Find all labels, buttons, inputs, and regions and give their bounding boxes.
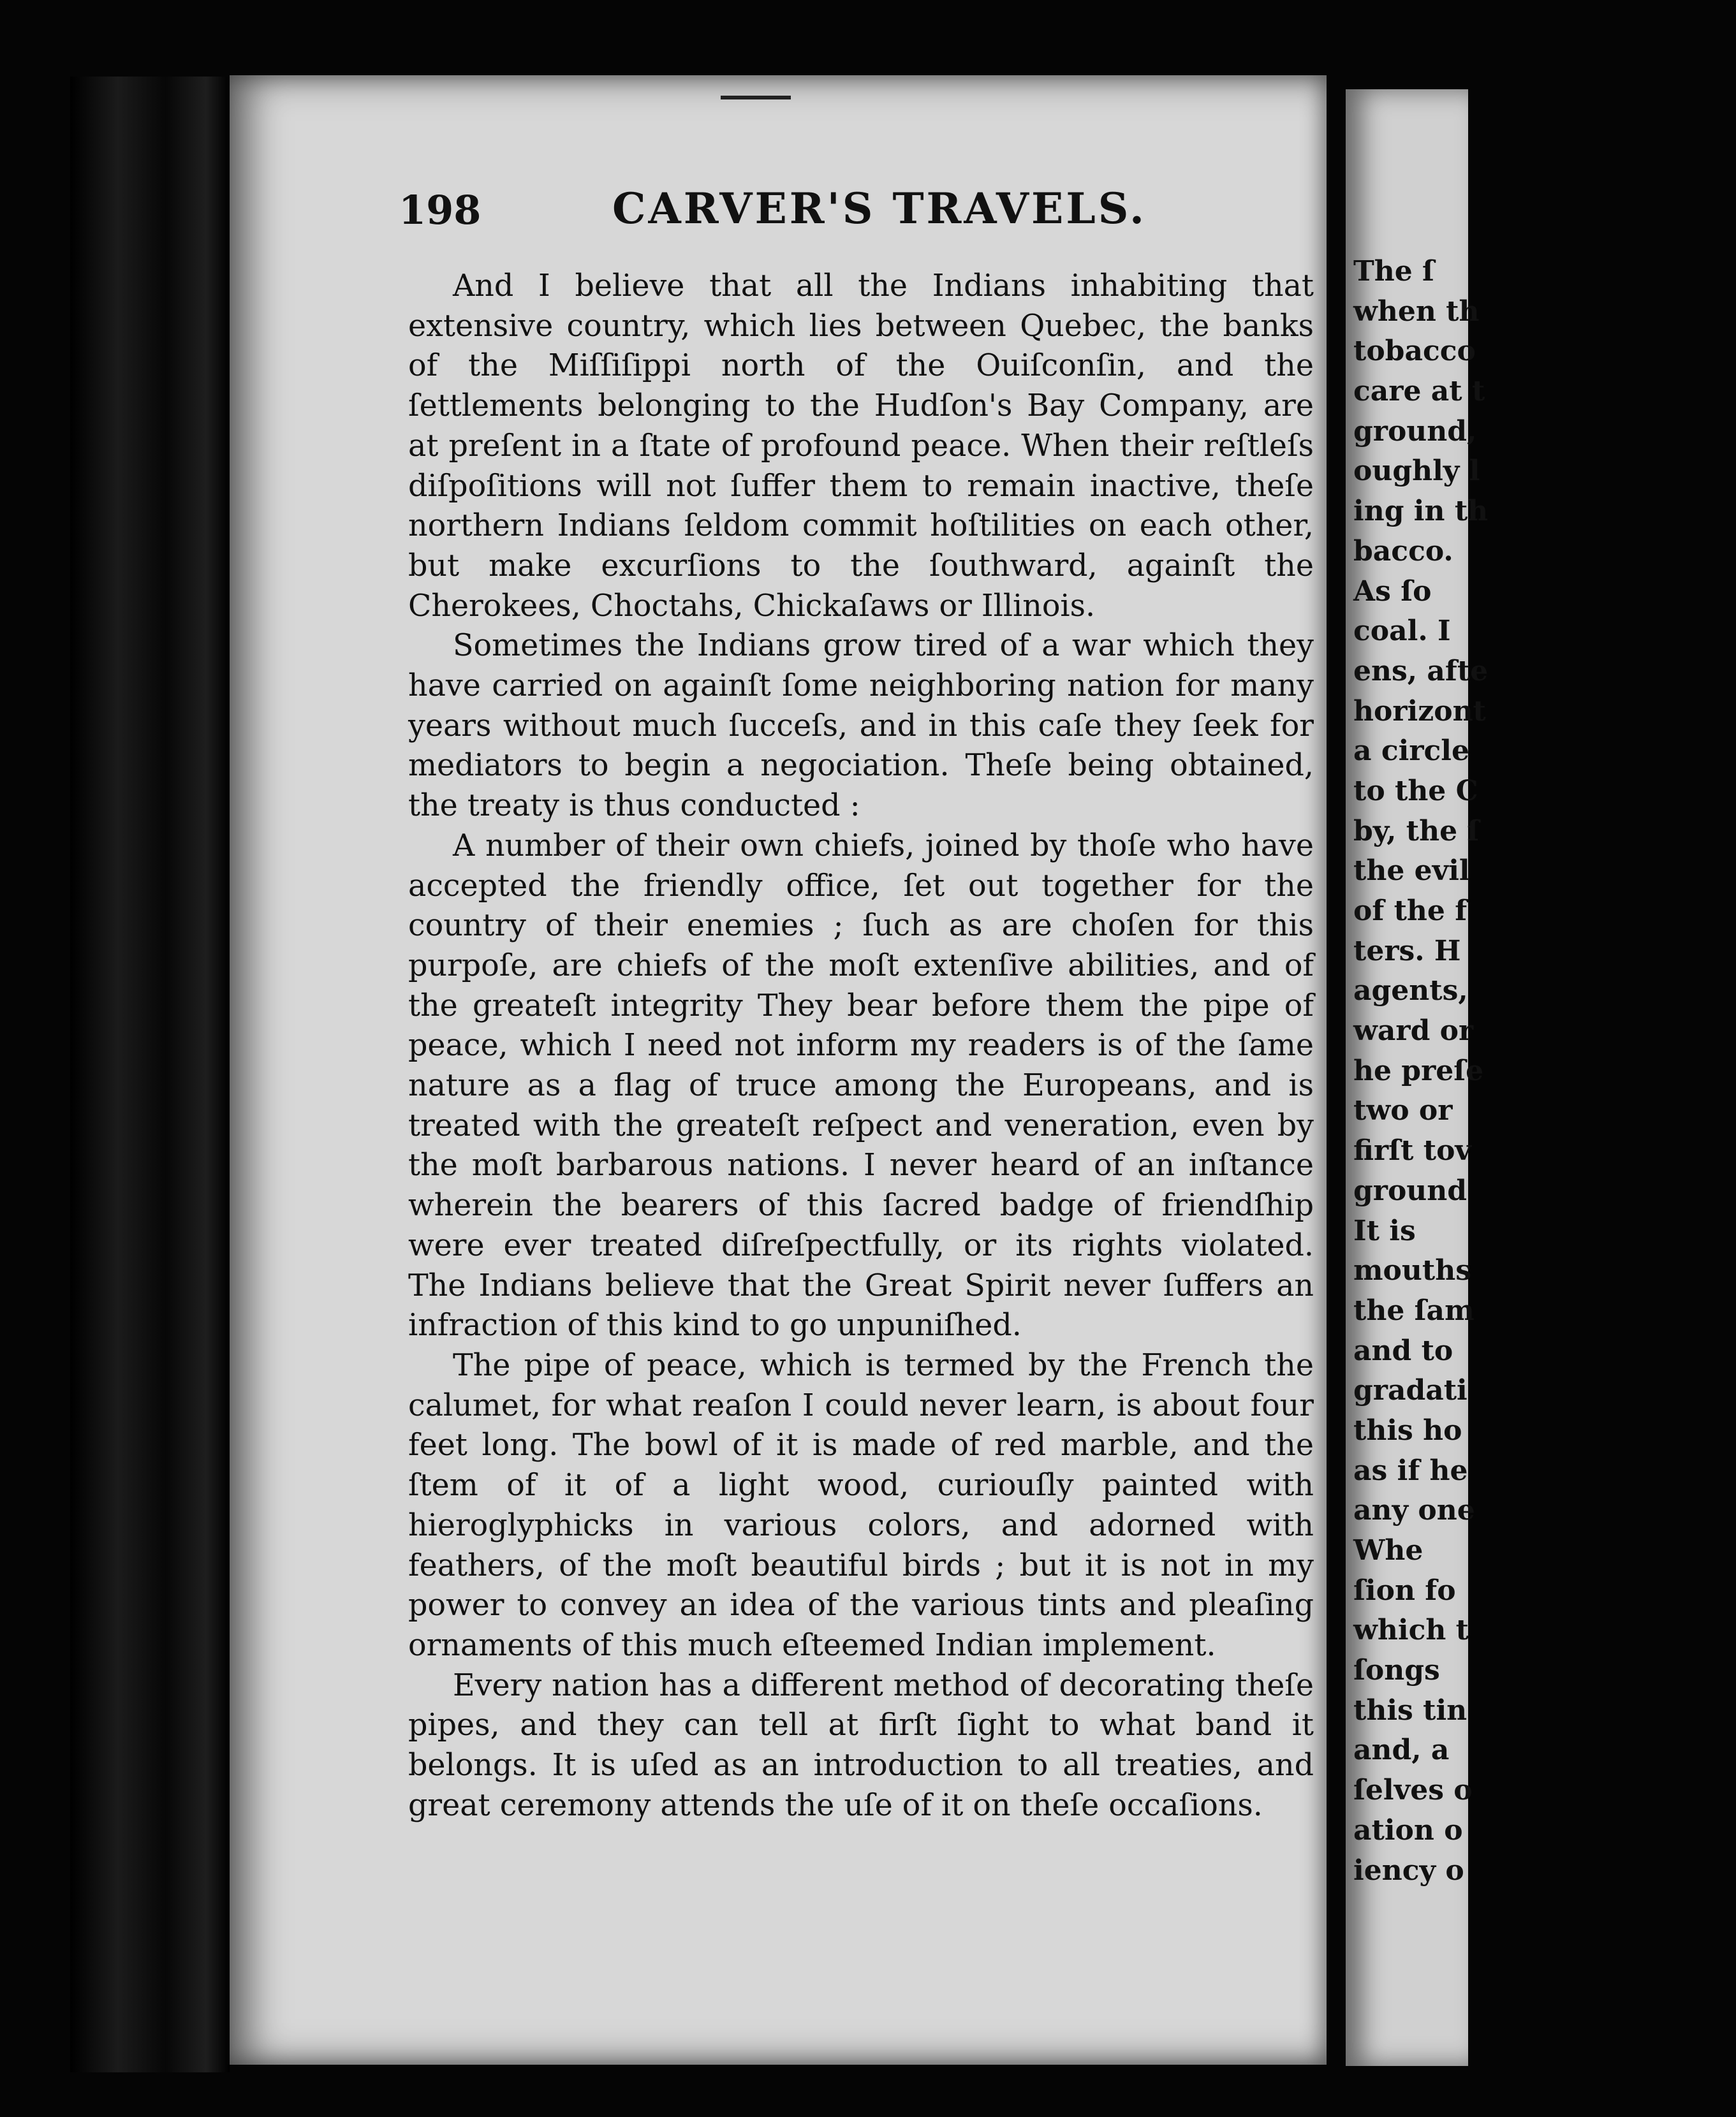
fragment-line: any one (1353, 1494, 1475, 1527)
fragment-line: gradati (1353, 1374, 1468, 1407)
fragment-line: oughly l (1353, 455, 1480, 488)
fragment-line: ground (1353, 1174, 1468, 1207)
header-ornament (721, 96, 791, 99)
fragment-line: and to (1353, 1334, 1453, 1367)
paragraph: A number of their own chiefs, joined by thoſe who have accepted the friendly office, ſet out together for the country of their enemies ; ſuch as are choſen for this purpoſe, are chiefs of the moſt extenſive abilities, and of the greateſt integrity They bear before them the pipe of peace, which I need not inform my readers is of the ſame nature as a flag of truce among the Europeans, and is treated with the greateſt reſpect and veneration, even by the moſt barbarous nations. I never heard of an inſtance wherein the bearers of this ſacred badge of friendſhip were ever treated diſreſpectfully, or its rights violated. The Indians believe that the Great Spirit never ſuffers an infraction of this kind to go unpuniſhed. (408, 828, 1314, 1344)
paragraph: The pipe of peace, which is termed by the French the calumet, for what reaſon I could never learn, is about four feet long. The bowl of it is made of red marble, and the ſtem of it of a light wood, curiouſly painted with hieroglyphicks in various colors, and adorned with feathers, of the moſt beautiful birds ; but it is not in my power to convey an idea of the various tints and pleaſing ornaments of this much eſteemed Indian implement. (408, 1347, 1314, 1663)
fragment-line: iency o (1353, 1854, 1464, 1887)
paragraph: And I believe that all the Indians inhabiting that extensive country, which lies between Quebec, the banks of the Miſſiſippi north of the Ouiſconſin, and the ſettlements belonging to the Hudſon's Bay Company, are at preſent in a ſtate of profound peace. When their reſtleſs diſpoſitions will not ſuffer them to remain inactive, theſe northern Indians ſeldom commit hoſtilities on each other, but make excurſions to the ſouthward, againſt the Cherokees, Choctahs, Chickaſaws or Illinois. (408, 268, 1314, 624)
fragment-line: care at t (1353, 375, 1485, 408)
fragment-line: Whe (1353, 1534, 1423, 1567)
fragment-line: tobacco (1353, 335, 1476, 368)
book-spine (70, 77, 230, 2072)
fragment-line: when th (1353, 295, 1480, 328)
fragment-line: which t (1353, 1614, 1469, 1647)
running-head: CARVER'S TRAVELS. (612, 184, 1147, 233)
fragment-line: horizont (1353, 694, 1486, 728)
fragment-line: ground, (1353, 414, 1477, 448)
fragment-line: two or (1353, 1094, 1453, 1127)
book-page-left (230, 75, 1327, 2065)
fragment-line: this ho (1353, 1414, 1462, 1447)
fragment-line: he preſe (1353, 1054, 1484, 1087)
fragment-line: of the f (1353, 895, 1468, 927)
fragment-line: a circle (1353, 735, 1470, 768)
fragment-line: and, a (1353, 1734, 1450, 1767)
fragment-line: As ſo (1353, 575, 1432, 608)
paragraph: Sometimes the Indians grow tired of a war which they have carried on againſt ſome neighboring nation for many years without much ſucceſs, and in this caſe they ſeek for mediators to begin a negociation. Theſe being obtained, the treaty is thus conducted : (408, 628, 1314, 824)
fragment-line: to the C (1353, 774, 1478, 807)
fragment-line: ſongs (1353, 1654, 1440, 1687)
fragment-line: as if he (1353, 1454, 1468, 1487)
fragment-line: the ſam (1353, 1294, 1475, 1327)
fragment-line: the evil (1353, 854, 1470, 888)
fragment-line: ation o (1353, 1813, 1463, 1847)
page-number: 198 (399, 187, 482, 233)
body-text (408, 267, 1314, 1826)
fragment-line: ters. H (1353, 934, 1461, 967)
fragment-line: ward or (1353, 1015, 1474, 1048)
fragment-line: ing in th (1353, 495, 1489, 528)
fragment-line: bacco. (1353, 534, 1453, 568)
fragment-line: firſt tov (1353, 1134, 1471, 1168)
fragment-line: mouths (1353, 1254, 1471, 1287)
next-page-fragments (1353, 252, 1736, 1891)
fragment-line: It is (1353, 1214, 1416, 1247)
fragment-line: coal. I (1353, 615, 1451, 648)
book-page-right-edge (1346, 89, 1489, 2066)
fragment-line: by, the ſ (1353, 814, 1480, 847)
fragment-line: The ſ (1353, 255, 1434, 288)
fragment-line: ſelves o (1353, 1774, 1473, 1807)
fragment-line: ens, afte (1353, 654, 1489, 687)
fragment-line: ſion fo (1353, 1574, 1456, 1607)
fragment-line: agents, (1353, 974, 1468, 1007)
fragment-line: this tin (1353, 1694, 1468, 1727)
paragraph: Every nation has a different method of decorating theſe pipes, and they can tell at firſt ſight to what band it belongs. It is uſed as an introduction to all treaties, and great ceremony attends the uſe of it on theſe occaſions. (408, 1667, 1314, 1823)
